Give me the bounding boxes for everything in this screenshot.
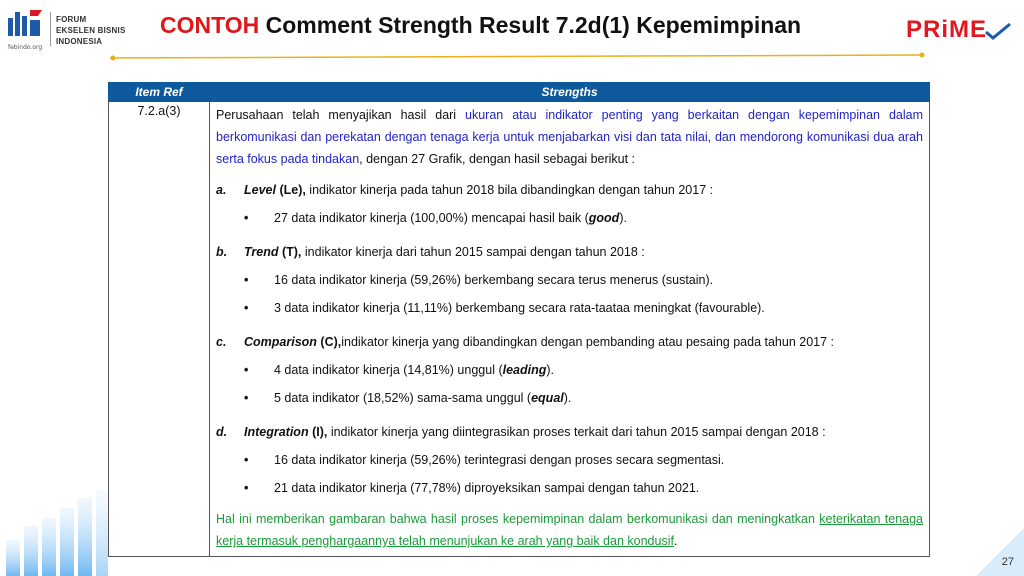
prime-brand-logo: PRiME bbox=[906, 16, 988, 43]
strengths-table bbox=[108, 82, 930, 557]
table-row bbox=[109, 102, 930, 557]
conclusion-text: Hal ini memberikan gambaran bahwa hasil proses kepemimpinan dalam berkomunikasi dan meningkatkan bbox=[216, 512, 820, 526]
item-desc: indikator kinerja dari tahun 2015 sampai dengan tahun 2018 : bbox=[301, 245, 645, 259]
slide-title bbox=[160, 12, 801, 39]
bullet-marker: • bbox=[244, 481, 249, 495]
logo-divider bbox=[50, 12, 51, 46]
bullet-emphasis: leading bbox=[502, 363, 547, 377]
logo-site-text: febindo.org bbox=[8, 44, 43, 51]
bullet-marker: • bbox=[244, 211, 249, 225]
logo-line-1: FORUM bbox=[56, 15, 87, 24]
list-item bbox=[216, 204, 923, 232]
item-integration bbox=[216, 418, 923, 446]
item-term: Comparison bbox=[244, 335, 317, 349]
item-comparison bbox=[216, 328, 923, 356]
list-item bbox=[216, 294, 923, 322]
logo-wordmark bbox=[56, 14, 125, 47]
item-abbr: (I), bbox=[308, 425, 328, 439]
intro-highlight: ukuran atau indikator penting yang berkaitan dengan kepemimpinan dalam berkomunikasi dan perekatan dengan tenaga kerja untuk menjabarkan visi dan tata nilai, dan mendorong komunikasi dua arah serta fokus pada tindakan bbox=[216, 108, 923, 166]
intro-paragraph bbox=[216, 104, 923, 170]
bullet-emphasis: good bbox=[588, 211, 620, 225]
bullet-text: 5 data indikator (18,52%) sama-sama unggul ( bbox=[274, 391, 532, 405]
item-abbr: (Le), bbox=[275, 183, 306, 197]
bullet-marker: • bbox=[244, 363, 249, 377]
bullet-text: 27 data indikator kinerja (100,00%) mencapai hasil baik ( bbox=[274, 211, 589, 225]
bullet-text: 16 data indikator kinerja (59,26%) berkembang secara terus menerus (sustain). bbox=[274, 273, 714, 287]
gold-divider-line bbox=[110, 52, 930, 62]
bullet-text: 4 data indikator kinerja (14,81%) unggul ( bbox=[274, 363, 503, 377]
page-number: 27 bbox=[1001, 556, 1014, 568]
strengths-cell bbox=[210, 102, 930, 557]
bullet-marker: • bbox=[244, 273, 249, 287]
febindo-mark-icon bbox=[6, 8, 44, 40]
table-header-row bbox=[109, 83, 930, 102]
bullet-text: 16 data indikator kinerja (59,26%) terintegrasi dengan proses secara segmentasi. bbox=[274, 453, 725, 467]
header-item-ref: Item Ref bbox=[109, 83, 210, 102]
item-ref-cell: 7.2.a(3) bbox=[109, 102, 210, 557]
list-item bbox=[216, 384, 923, 412]
item-trend bbox=[216, 238, 923, 266]
bullet-marker: • bbox=[244, 391, 249, 405]
header-strengths: Strengths bbox=[210, 83, 930, 102]
list-item bbox=[216, 446, 923, 474]
intro-text-end: , dengan 27 Grafik, dengan hasil sebagai berikut : bbox=[359, 152, 636, 166]
title-main: Comment Strength Result 7.2d(1) Kepemimpinan bbox=[265, 12, 802, 38]
intro-text: Perusahaan telah menyajikan hasil dari bbox=[216, 108, 466, 122]
bullet-text-end: ). bbox=[546, 363, 555, 377]
logo-line-2: EKSELEN BISNIS bbox=[56, 26, 126, 35]
item-letter: b. bbox=[216, 245, 228, 259]
bullet-emphasis: equal bbox=[531, 391, 564, 405]
bullet-text-end: ). bbox=[619, 211, 627, 225]
item-term: Trend bbox=[244, 245, 279, 259]
list-item bbox=[216, 356, 923, 384]
item-desc: indikator kinerja yang diintegrasikan proses terkait dari tahun 2015 sampai dengan 2018 : bbox=[327, 425, 826, 439]
item-desc: indikator kinerja yang dibandingkan dengan pembanding atau pesaing pada tahun 2017 : bbox=[341, 335, 834, 349]
item-term: Integration bbox=[244, 425, 309, 439]
item-abbr: (C), bbox=[316, 335, 342, 349]
list-item bbox=[216, 266, 923, 294]
title-highlight: CONTOH bbox=[160, 12, 260, 38]
febindo-logo bbox=[6, 8, 146, 52]
item-letter: d. bbox=[216, 425, 228, 439]
item-abbr: (T), bbox=[278, 245, 302, 259]
bullet-marker: • bbox=[244, 453, 249, 467]
logo-line-3: INDONESIA bbox=[56, 37, 103, 46]
decorative-bars-graphic bbox=[0, 478, 110, 576]
item-letter: c. bbox=[216, 335, 227, 349]
bullet-marker: • bbox=[244, 301, 249, 315]
bullet-text-end: ). bbox=[563, 391, 572, 405]
conclusion-underlined: keterikatan tenaga kerja termasuk penghargaannya telah menunjukan ke arah yang baik dan kondusif bbox=[216, 512, 923, 548]
conclusion-paragraph bbox=[216, 508, 923, 552]
corner-triangle-graphic bbox=[976, 528, 1024, 576]
item-desc: indikator kinerja pada tahun 2018 bila dibandingkan dengan tahun 2017 : bbox=[305, 183, 714, 197]
item-term: Level bbox=[244, 183, 276, 197]
list-item bbox=[216, 474, 923, 502]
bullet-text: 21 data indikator kinerja (77,78%) diproyeksikan sampai dengan tahun 2021. bbox=[274, 481, 700, 495]
item-letter: a. bbox=[216, 183, 227, 197]
conclusion-end: . bbox=[673, 534, 678, 548]
item-level bbox=[216, 176, 923, 204]
bullet-text: 3 data indikator kinerja (11,11%) berkembang secara rata-taataa meningkat (favourable). bbox=[274, 301, 765, 315]
checkmark-icon bbox=[980, 22, 1014, 42]
